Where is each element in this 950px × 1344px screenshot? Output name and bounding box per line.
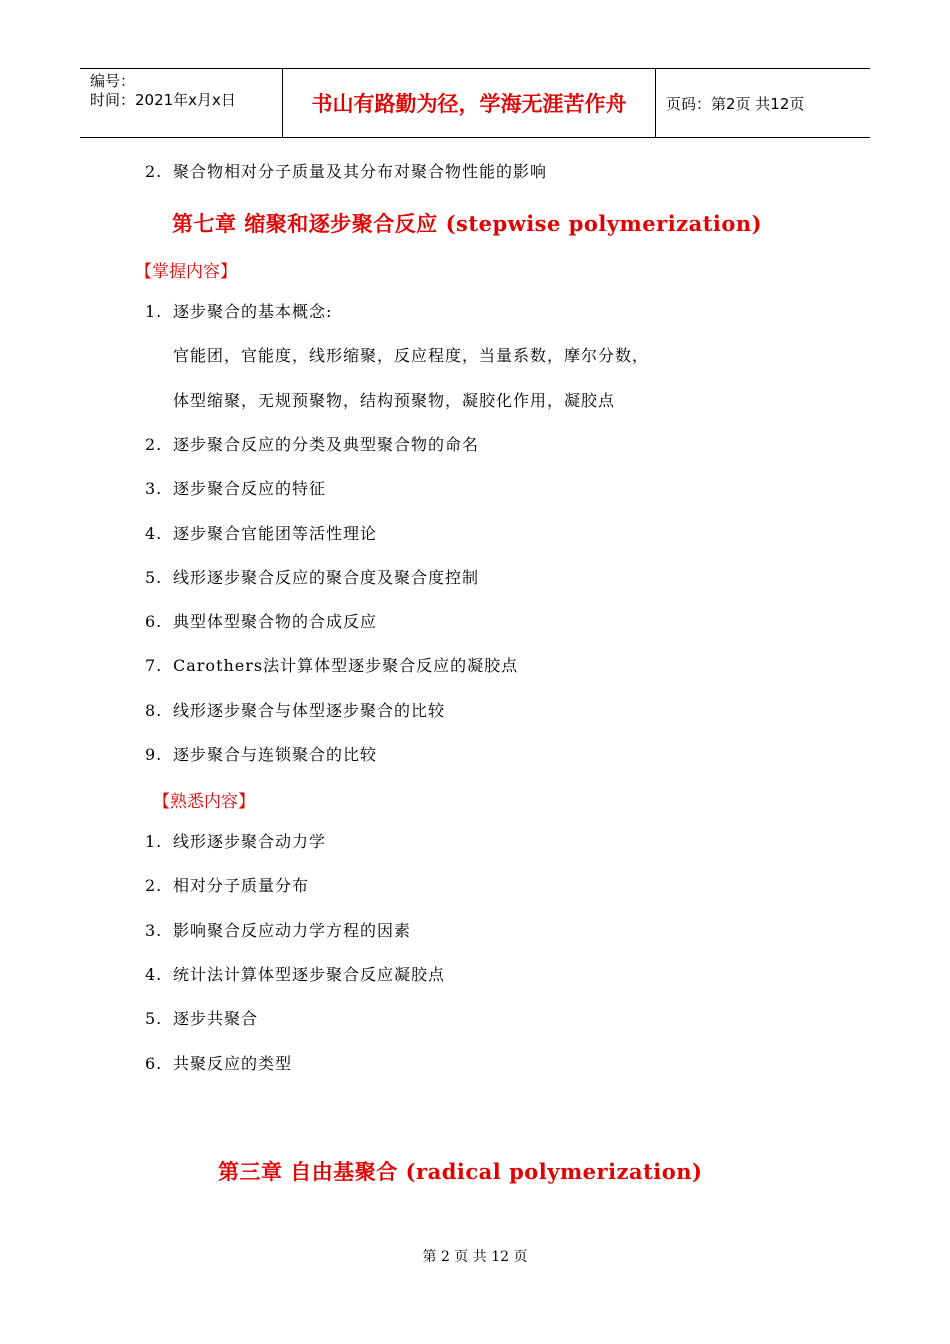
- list-item-number: 8.: [145, 700, 163, 720]
- list-item: 2. 聚合物相对分子质量及其分布对聚合物性能的影响: [145, 162, 548, 181]
- list-item-number: 1.: [145, 832, 163, 851]
- list-item-number: 1.: [145, 302, 163, 321]
- list-item: [145, 965, 445, 985]
- list-item: [145, 745, 377, 765]
- list-item: [145, 568, 479, 588]
- list-item: [145, 302, 332, 322]
- list-item: [145, 876, 309, 896]
- list-item-number: 6.: [145, 1053, 163, 1073]
- list-item-text: 逐步聚合反应的分类及典型聚合物的命名: [173, 434, 480, 454]
- list-item-text: 线形逐步聚合反应的聚合度及聚合度控制: [173, 567, 480, 587]
- list-item-text: Carothers法计算体型逐步聚合反应的凝胶点: [173, 656, 519, 676]
- list-item-text: 影响聚合反应动力学方程的因素: [173, 920, 412, 940]
- list-item-text: 逐步聚合与连锁聚合的比较: [173, 745, 378, 764]
- list-item-text: 典型体型聚合物的合成反应: [173, 612, 378, 632]
- list-item-text: 逐步聚合反应的特征: [173, 479, 327, 499]
- list-item-text: 共聚反应的类型: [173, 1053, 293, 1073]
- list-item: [145, 612, 377, 632]
- chapter-7-title: 第七章 缩聚和逐步聚合反应 (stepwise polymerization): [172, 211, 763, 236]
- list-item: [145, 656, 518, 676]
- list-item: [173, 391, 615, 411]
- list-item-text: 官能团，官能度，线形缩聚，反应程度，当量系数，摩尔分数，: [173, 346, 650, 366]
- list-item: [145, 524, 377, 544]
- list-item-number: 6.: [145, 612, 163, 632]
- list-item-text: 线形逐步聚合动力学: [173, 832, 327, 851]
- header-page-info: 页码：第2页 共12页: [666, 94, 805, 113]
- list-item-number: 5.: [145, 567, 163, 587]
- header-meta-cell: [80, 69, 283, 137]
- list-item-text: 统计法计算体型逐步聚合反应凝胶点: [173, 964, 446, 984]
- list-item-number: 4.: [145, 964, 163, 984]
- list-item-number: 3.: [145, 920, 163, 940]
- list-item-number: 2.: [145, 876, 163, 896]
- list-item-text: 逐步共聚合: [173, 1009, 259, 1029]
- page-footer: 第 2 页 共 12 页: [422, 1249, 528, 1265]
- header-motto: 书山有路勤为径，学海无涯苦作舟: [311, 92, 627, 116]
- list-item-text: 体型缩聚，无规预聚物，结构预聚物，凝胶化作用，凝胶点: [173, 390, 616, 410]
- page-header: [80, 68, 870, 138]
- list-item-number: 9.: [145, 745, 163, 764]
- chapter-3-title: 第三章 自由基聚合 (radical polymerization): [218, 1159, 703, 1184]
- list-item: [145, 1009, 258, 1029]
- list-item-number: 2.: [145, 434, 163, 454]
- list-item: [173, 346, 649, 366]
- header-page-cell: [656, 69, 870, 137]
- list-item: [145, 921, 411, 941]
- list-item-number: 4.: [145, 523, 163, 543]
- list-item-text: 相对分子质量分布: [173, 876, 310, 896]
- list-item: [145, 701, 445, 721]
- list-item: [145, 479, 326, 499]
- list-item-text: 线形逐步聚合与体型逐步聚合的比较: [173, 700, 446, 720]
- doc-number-label: 编号：: [90, 72, 136, 90]
- list-item: [145, 435, 479, 455]
- doc-date-label: 时间：2021年x月x日: [90, 91, 236, 109]
- list-item-text: 逐步聚合的基本概念:: [173, 302, 333, 321]
- list-item-number: 3.: [145, 479, 163, 499]
- list-item: [145, 1054, 292, 1074]
- header-motto-cell: [283, 69, 656, 137]
- list-item-text: 逐步聚合官能团等活性理论: [173, 523, 378, 543]
- list-item-number: 7.: [145, 656, 163, 676]
- master-section-label: 【掌握内容】: [135, 262, 237, 282]
- list-item: [145, 832, 326, 852]
- familiar-section-label: 【熟悉内容】: [153, 792, 255, 812]
- list-item-number: 5.: [145, 1009, 163, 1029]
